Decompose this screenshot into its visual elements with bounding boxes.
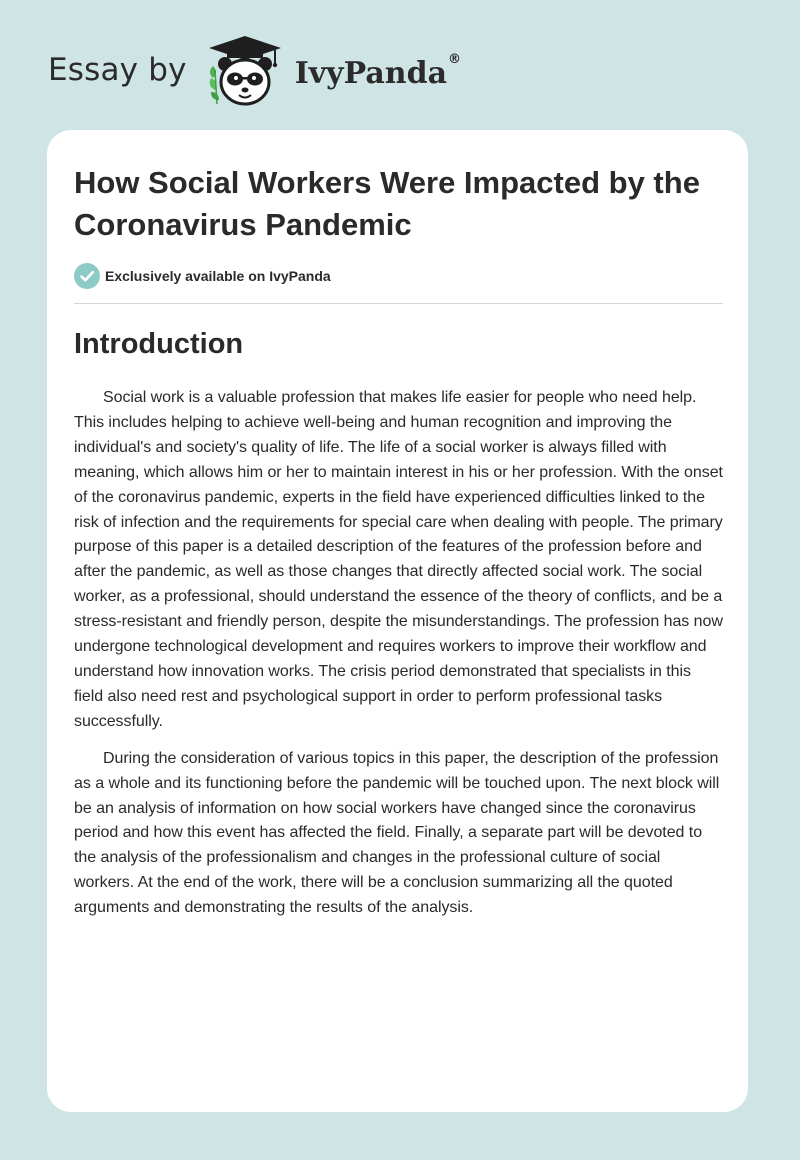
check-circle-icon [74, 263, 100, 289]
registered-mark: ® [448, 51, 462, 67]
essay-card [47, 130, 748, 1112]
panda-graduate-logo-icon [203, 34, 287, 110]
exclusive-badge [74, 263, 331, 289]
exclusive-badge-text: Exclusively available on IvyPanda [105, 268, 331, 284]
ivypanda-wordmark: IvyPanda® [294, 51, 462, 91]
section-heading-introduction: Introduction [74, 328, 244, 360]
essay-by-label: Essay by [48, 52, 187, 88]
title-divider [74, 303, 723, 304]
paragraph: Social work is a valuable profession that makes life easier for people who need help. This includes helping to achieve well-being and human recognition and improving the individual's and society's quality of life. The life of a social worker is always filled with meaning, which allows him or her to maintain interest in his or her profession. With the onset of the coronavirus pandemic, experts in the field have experienced difficulties linked to the risk of infection and the requirements for special care when dealing with people. The primary purpose of this paper is a detailed description of the features of the profession before and after the pandemic, as well as those changes that directly affected social work. The social worker, as a professional, should understand the essence of the theory of conflicts, and be a stress-resistant and friendly person, despite the misunderstandings. The profession has now undergone technological development and requires workers to improve their workflow and understand how innovation works. The crisis period demonstrated that specialists in this field also need rest and psychological support in order to perform professional tasks successfully. [74, 389, 723, 730]
site-header-brand[interactable] [48, 34, 461, 110]
essay-title: How Social Workers Were Impacted by the Coronavirus Pandemic [74, 165, 700, 242]
essay-body [74, 386, 724, 933]
paragraph: During the consideration of various topics in this paper, the description of the profession as a whole and its functioning before the pandemic will be touched upon. The next block will be an analysis of information on how social workers have changed since the coronavirus period and how this event has affected the field. Finally, a separate part will be devoted to the analysis of the professionalism and changes in the professional culture of social workers. At the end of the work, there will be a conclusion summarizing all the quoted arguments and demonstrating the results of the analysis. [74, 749, 720, 917]
